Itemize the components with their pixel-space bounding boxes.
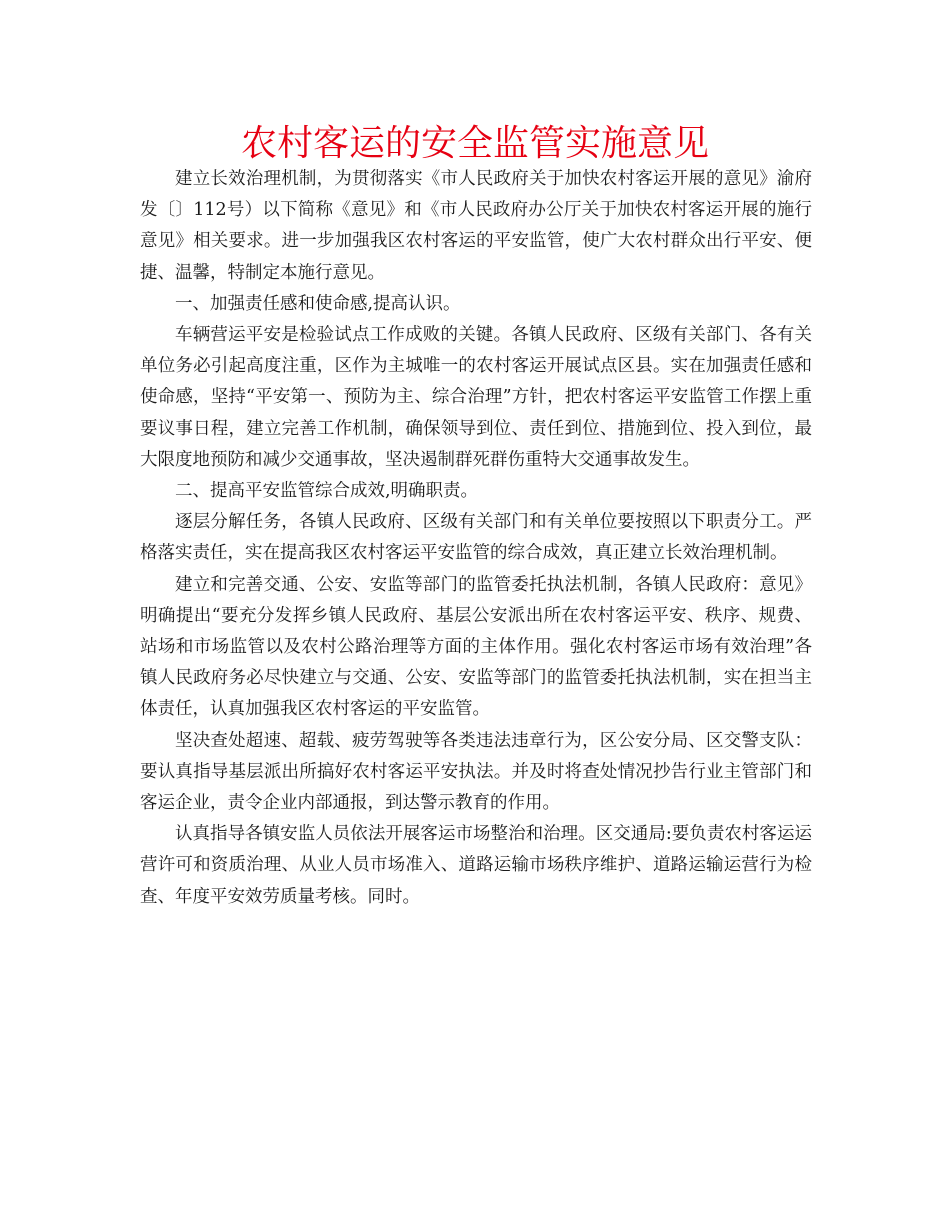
paragraph-public-security: 坚决查处超速、超载、疲劳驾驶等各类违法违章行为，区公安分局、区交警支队：要认真指导基层派出所搞好农村客运平安执法。并及时将查处情况抄告行业主管部门和客运企业，责令企业内部通报，到达警示教育的作用。 bbox=[140, 730, 812, 814]
paragraph-transport-bureau: 认真指导各镇安监人员依法开展客运市场整治和治理。区交通局:要负责农村客运运营许可和资质治理、从业人员市场准入、道路运输市场秩序维护、道路运输运营行为检查、年度平安效劳质量考核。同时。 bbox=[140, 824, 812, 907]
paragraph-township-government: 建立和完善交通、公安、安监等部门的监管委托执法机制，各镇人民政府：意见》明确提出“要充分发挥乡镇人民政府、基层公安派出所在农村客运平安、秩序、规费、站场和市场监管以及农村公路治理等方面的主体作用。强化农村客运市场有效治理”各镇人民政府务必尽快建立与交通、公安、安监等部门的监管委托执法机制，实在担当主体责任，认真加强我区农村客运的平安监管。 bbox=[140, 574, 812, 720]
paragraph-heading-2: 二、提高平安监管综合成效,明确职责。 bbox=[175, 481, 479, 502]
document-title: 农村客运的安全监管实施意见 bbox=[240, 123, 709, 164]
paragraph-intro: 建立长效治理机制，为贯彻落实《市人民政府关于加快农村客运开展的意见》渝府发〔〕112号）以下简称《意见》和《市人民政府办公厅关于加快农村客运开展的施行意见》相关要求。进一步加强我区农村客运的平安监管，使广大农村群众出行平安、便捷、温馨，特制定本施行意见。 bbox=[140, 169, 812, 283]
document-body bbox=[140, 164, 812, 913]
paragraph-task-division: 逐层分解任务，各镇人民政府、区级有关部门和有关单位要按照以下职责分工。严格落实责任，实在提高我区农村客运平安监管的综合成效，真正建立长效治理机制。 bbox=[140, 512, 812, 564]
paragraph-heading-1: 一、加强责任感和使命感,提高认识。 bbox=[175, 293, 461, 314]
paragraph-responsibility: 车辆营运平安是检验试点工作成败的关键。各镇人民政府、区级有关部门、各有关单位务必引起高度注重，区作为主城唯一的农村客运开展试点区县。实在加强责任感和使命感，坚持“平安第一、预防为主、综合治理”方针，把农村客运平安监管工作摆上重要议事日程，建立完善工作机制，确保领导到位、责任到位、措施到位、投入到位，最大限度地预防和减少交通事故，坚决遏制群死群伤重特大交通事故发生。 bbox=[140, 325, 812, 470]
